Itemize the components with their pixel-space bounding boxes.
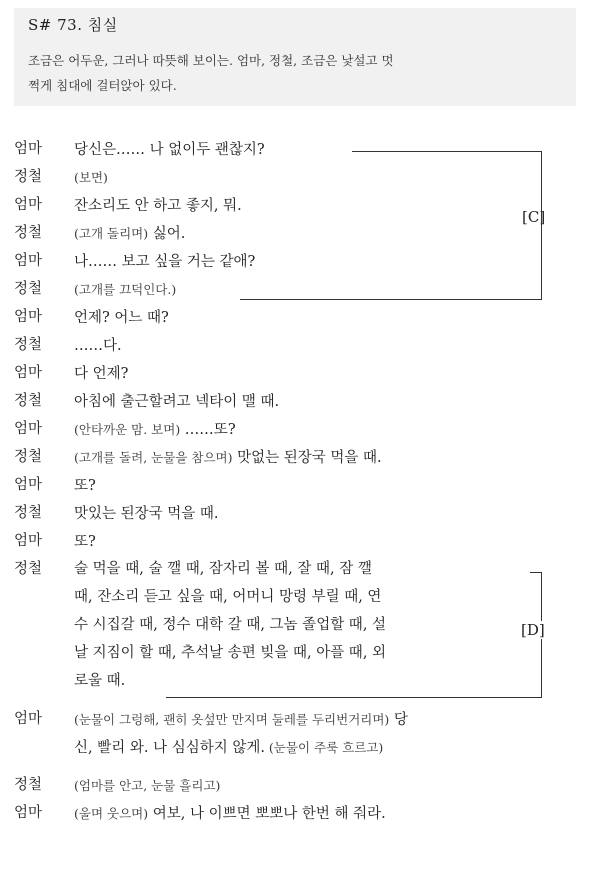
speaker-name: 정철	[14, 777, 43, 793]
dialogue-text: 로울 때.	[74, 673, 126, 689]
bracket-d-label: [D]	[521, 621, 545, 639]
dialogue-text: (엄마를 안고, 눈물 흘리고)	[74, 778, 221, 793]
speaker-name: 정철	[14, 393, 43, 409]
dialogue-text: (눈물이 그렁해, 괜히 옷섶만 만지며 둘레를 두리번거리며) 당	[74, 712, 408, 728]
dialogue-text: (보면)	[74, 170, 108, 185]
scene-header-box	[14, 8, 576, 106]
dialogue-text: 당신은…… 나 없이두 괜찮지?	[74, 142, 265, 158]
dialogue-text: 때, 잔소리 듣고 싶을 때, 어머니 망령 부릴 때, 연	[74, 589, 382, 605]
dialogue-text: 신, 빨리 와. 나 심심하지 않게. (눈물이 주룩 흐르고)	[74, 740, 384, 756]
speaker-name: 정철	[14, 505, 43, 521]
stage-direction-line: 쩍게 침대에 걸터앉아 있다.	[28, 78, 177, 93]
speaker-name: 엄마	[14, 309, 43, 325]
speaker-name: 엄마	[14, 141, 43, 157]
dialogue-text: 나…… 보고 싶을 거는 같애?	[74, 254, 256, 270]
bracket-c-top-line	[352, 151, 542, 152]
dialogue-text: ……다.	[74, 338, 122, 354]
speaker-name: 정철	[14, 281, 43, 297]
dialogue-text: 또?	[74, 534, 96, 550]
speaker-name: 엄마	[14, 805, 43, 821]
scene-heading: S# 73. 침실	[28, 16, 118, 34]
dialogue-text: 아침에 출근할려고 넥타이 맬 때.	[74, 394, 280, 410]
speaker-name: 엄마	[14, 711, 43, 727]
speaker-name: 엄마	[14, 421, 43, 437]
speaker-name: 정철	[14, 225, 43, 241]
dialogue-text: (고개를 끄덕인다.)	[74, 282, 177, 297]
speaker-name: 엄마	[14, 253, 43, 269]
speaker-name: 정철	[14, 561, 43, 577]
dialogue-text: (울며 웃으며) 여보, 나 이쁘면 뽀뽀나 한번 해 줘라.	[74, 806, 386, 822]
speaker-name: 엄마	[14, 477, 43, 493]
dialogue-text: 언제? 어느 때?	[74, 310, 169, 326]
stage-direction-line: 조금은 어두운, 그러나 따뜻해 보이는. 엄마, 정철, 조금은 낯설고 멋	[28, 53, 394, 68]
dialogue-text: 맛있는 된장국 먹을 때.	[74, 506, 219, 522]
dialogue-text: (안타까운 맘. 보며) ……또?	[74, 422, 236, 438]
speaker-name: 정철	[14, 337, 43, 353]
dialogue-text: (고개를 돌려, 눈물을 참으며) 맛없는 된장국 먹을 때.	[74, 450, 382, 466]
dialogue-text: 또?	[74, 478, 96, 494]
dialogue-text: 잔소리도 안 하고 좋지, 뭐.	[74, 198, 242, 214]
dialogue-text: (고개 돌리며) 싫어.	[74, 226, 186, 242]
speaker-name: 엄마	[14, 197, 43, 213]
stage-direction	[28, 48, 568, 98]
dialogue-text: 수 시집갈 때, 정수 대학 갈 때, 그놈 졸업할 때, 설	[74, 617, 387, 633]
speaker-name: 정철	[14, 169, 43, 185]
dialogue-text: 술 먹을 때, 술 깰 때, 잠자리 볼 때, 잘 때, 잠 깰	[74, 561, 372, 577]
dialogue-text: 날 지짐이 할 때, 추석날 송편 빚을 때, 아플 때, 외	[74, 645, 387, 661]
dialogue-text: 다 언제?	[74, 366, 129, 382]
speaker-name: 엄마	[14, 365, 43, 381]
speaker-name: 엄마	[14, 533, 43, 549]
bracket-d-bottom-line	[166, 697, 542, 698]
bracket-c-label: [C]	[522, 208, 546, 226]
bracket-c-bottom-line	[240, 299, 542, 300]
speaker-name: 정철	[14, 449, 43, 465]
